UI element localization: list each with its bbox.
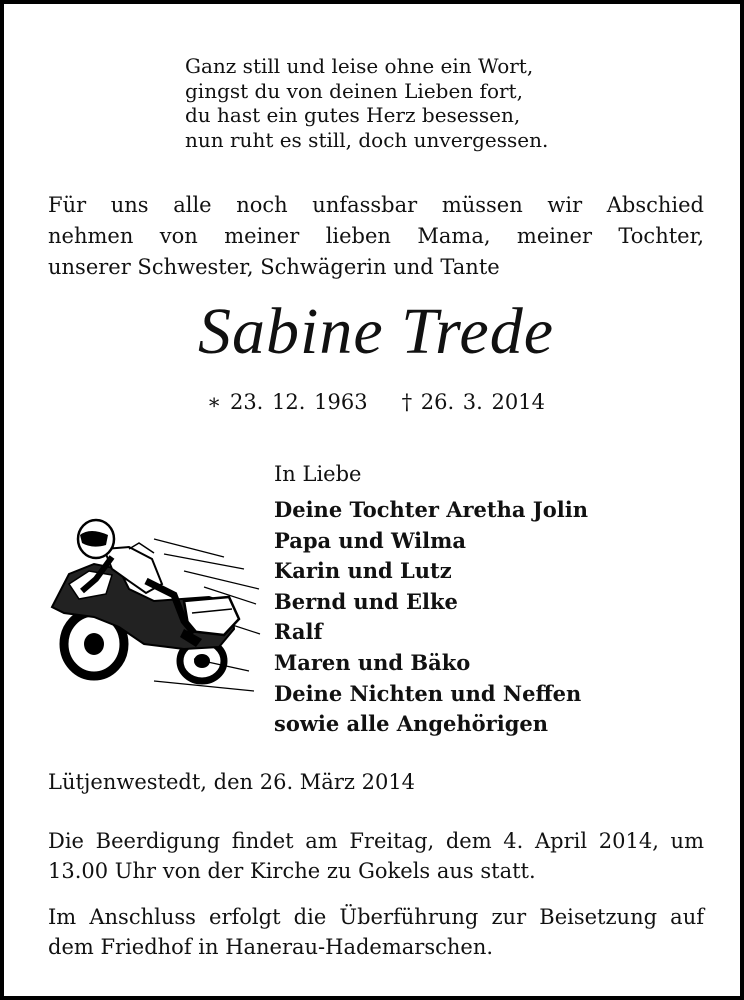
verse-line: du hast ein gutes Herz besessen, [185, 103, 521, 127]
deceased-name: Sabine Trede [197, 295, 555, 368]
burial-line: Im Anschluss erfolgt die Überführung zur Beisetzung auf [48, 905, 704, 929]
mourner: Karin und Lutz [274, 558, 452, 584]
mourner: Maren und Bäko [274, 649, 471, 675]
mourner: sowie alle Angehörigen [274, 711, 549, 737]
intro-line: Für uns alle noch unfassbar müssen wir Abschied [48, 193, 704, 217]
verse [185, 54, 548, 152]
mourner: Ralf [274, 619, 323, 645]
funeral-notice [48, 826, 704, 886]
intro-line: nehmen von meiner lieben Mama, meiner Tochter, [48, 224, 704, 248]
intro-text [48, 190, 704, 283]
mourner: Deine Tochter Aretha Jolin [274, 497, 588, 522]
mourners-list [274, 495, 588, 740]
mourner: Bernd und Elke [274, 588, 458, 614]
verse-line: nun ruht es still, doch unvergessen. [185, 127, 549, 152]
verse-line: gingst du von deinen Lieben fort, [185, 78, 523, 103]
mourner: Papa und Wilma [274, 527, 466, 553]
funeral-line: 13.00 Uhr von der Kirche zu Gokels aus statt. [48, 859, 536, 883]
intro-line: unserer Schwester, Schwägerin und Tante [48, 255, 500, 279]
funeral-line: Die Beerdigung findet am Freitag, dem 4. April 2014, um [48, 829, 704, 853]
death-date: † 26. 3. 2014 [401, 390, 545, 414]
mourner: Deine Nichten und Neffen [274, 680, 582, 706]
life-dates [4, 390, 744, 414]
burial-notice [48, 902, 704, 962]
place-date: Lütjenwestedt, den 26. März 2014 [48, 770, 416, 794]
verse-line: Ganz still und leise ohne ein Wort, [185, 54, 534, 78]
motorcycle-illustration [34, 509, 264, 699]
birth-date: ∗ 23. 12. 1963 [207, 390, 368, 414]
burial-line: dem Friedhof in Hanerau-Hademarschen. [48, 935, 494, 959]
in-love-label: In Liebe [274, 462, 362, 486]
